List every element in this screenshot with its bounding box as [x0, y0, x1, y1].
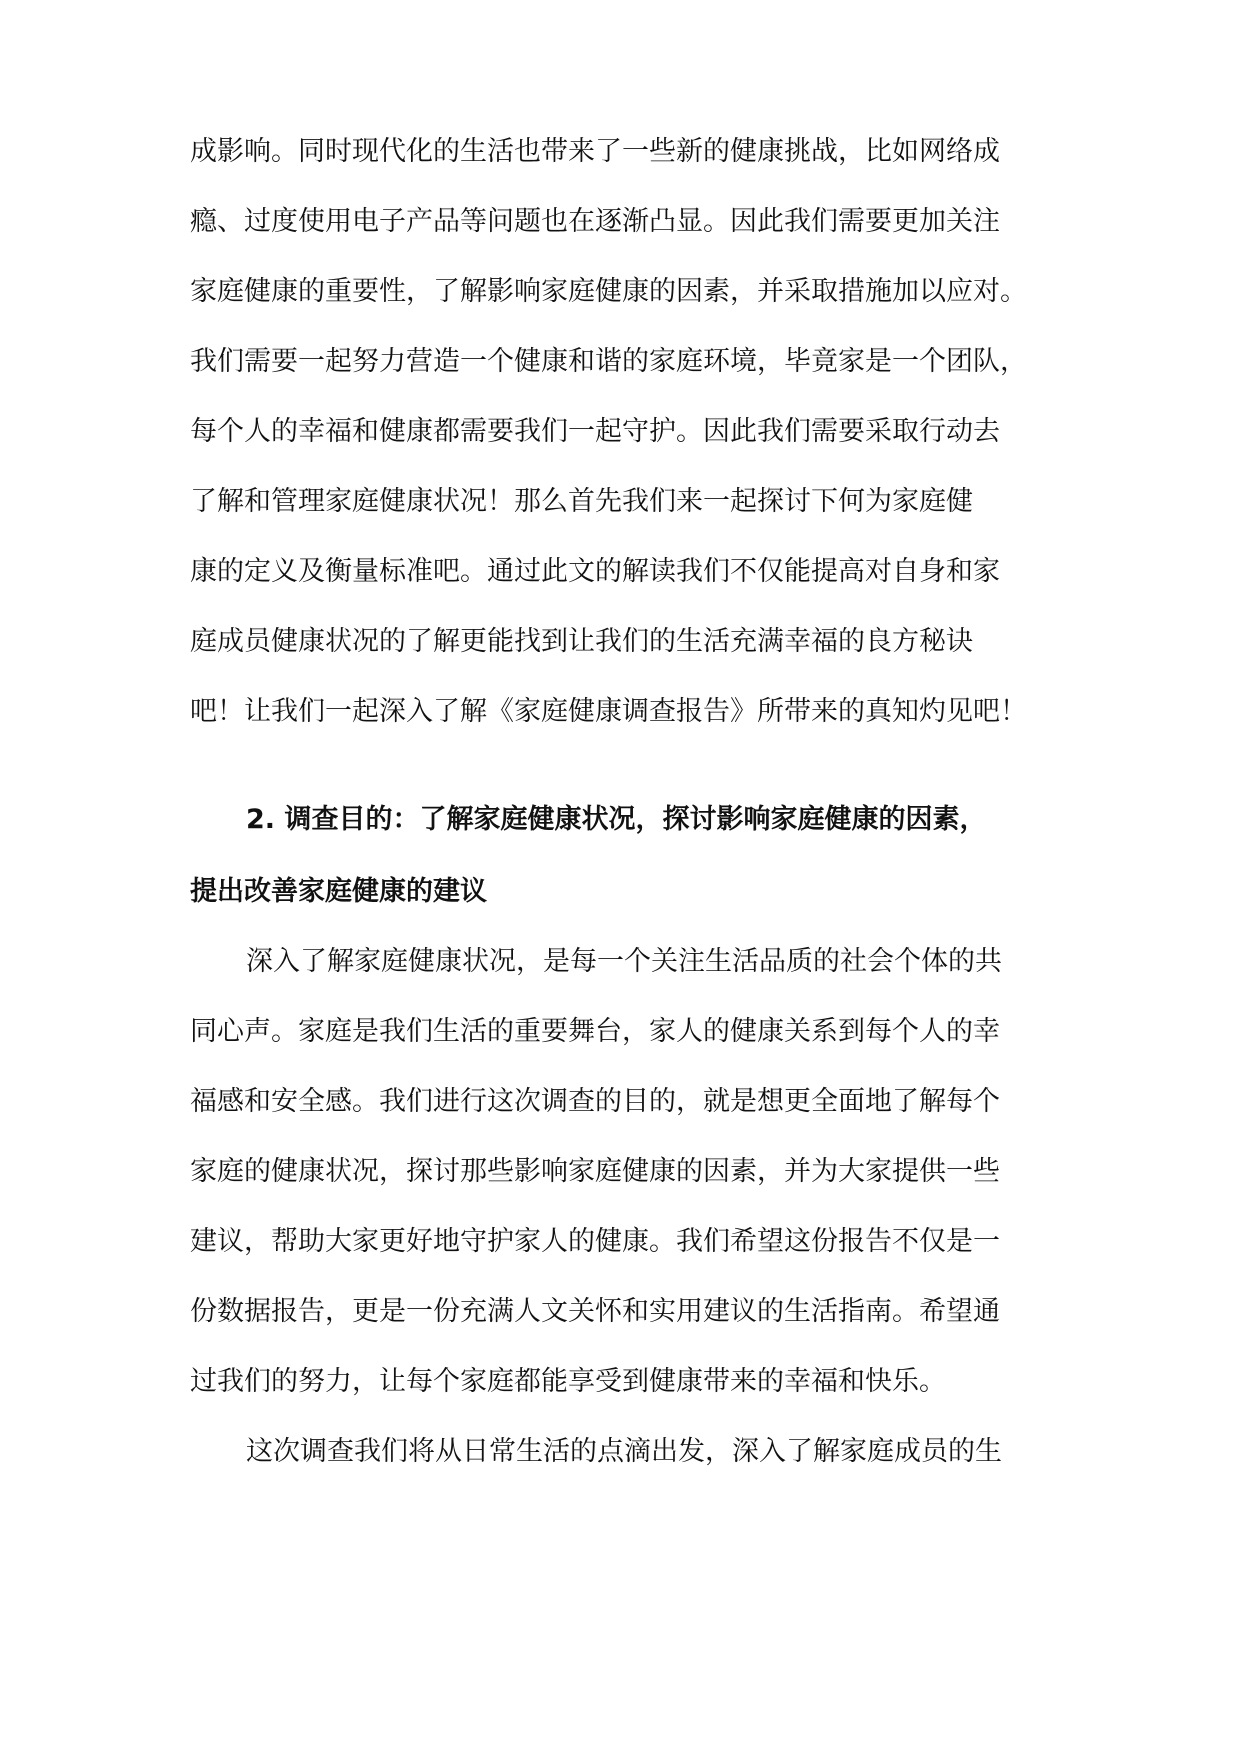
text-line: 家庭的健康状况，探讨那些影响家庭健康的因素，并为大家提供一些 [190, 1156, 1000, 1187]
text-line: 这次调查我们将从日常生活的点滴出发，深入了解家庭成员的生 [246, 1436, 1002, 1467]
text-line: 家庭健康的重要性，了解影响家庭健康的因素，并采取措施加以应对。 [190, 276, 1027, 307]
text-line: 福感和安全感。我们进行这次调查的目的，就是想更全面地了解每个 [190, 1086, 1000, 1117]
text-line: 深入了解家庭健康状况，是每一个关注生活品质的社会个体的共 [246, 946, 1002, 977]
heading-line: 提出改善家庭健康的建议 [190, 876, 487, 907]
text-line: 每个人的幸福和健康都需要我们一起守护。因此我们需要采取行动去 [190, 416, 1000, 447]
heading-line: 2. 调查目的：了解家庭健康状况，探讨影响家庭健康的因素， [246, 804, 987, 835]
text-line: 吧！让我们一起深入了解《家庭健康调查报告》所带来的真知灼见吧！ [190, 696, 1027, 727]
text-line: 建议，帮助大家更好地守护家人的健康。我们希望这份报告不仅是一 [190, 1226, 1000, 1257]
text-line: 过我们的努力，让每个家庭都能享受到健康带来的幸福和快乐。 [190, 1366, 946, 1397]
text-line: 同心声。家庭是我们生活的重要舞台，家人的健康关系到每个人的幸 [190, 1016, 1000, 1047]
text-line: 瘾、过度使用电子产品等问题也在逐渐凸显。因此我们需要更加关注 [190, 206, 1000, 237]
text-line: 了解和管理家庭健康状况！那么首先我们来一起探讨下何为家庭健 [190, 486, 973, 517]
text-line: 康的定义及衡量标准吧。通过此文的解读我们不仅能提高对自身和家 [190, 556, 1000, 587]
text-line: 庭成员健康状况的了解更能找到让我们的生活充满幸福的良方秘诀 [190, 626, 973, 657]
text-line: 我们需要一起努力营造一个健康和谐的家庭环境，毕竟家是一个团队， [190, 346, 1027, 377]
text-line: 成影响。同时现代化的生活也带来了一些新的健康挑战，比如网络成 [190, 136, 1000, 167]
text-line: 份数据报告，更是一份充满人文关怀和实用建议的生活指南。希望通 [190, 1296, 1000, 1327]
